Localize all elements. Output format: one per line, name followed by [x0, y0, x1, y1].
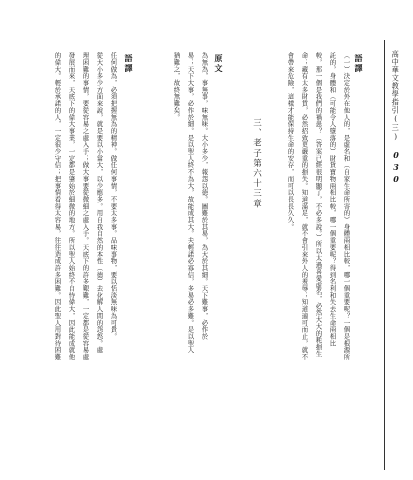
section-heading-translation-2: 語譯	[124, 54, 134, 74]
body-line: 託的，身體和（可能令人墮落的）財貨寶物兩相比較，哪一個重要呢？得到名利和失去生命兩相比	[328, 52, 337, 347]
body-line: 從大小多少方面來說，就是要以小當大，以少應多。用自我自然的本性（德）去化解人間的怨怒。處	[95, 52, 104, 354]
page-number: 030	[391, 150, 401, 186]
body-line: 易；天下大事，必作於細。是以聖人終不為大，故能成其大。夫輕諾必寡信，多易必多難。是以聖人	[186, 52, 195, 354]
section-heading-translation-1: 語譯	[354, 54, 364, 74]
body-line: 理困難的事情，要從容易之處入手；做大事要從微細之處入手。天底下的許多艱難，一定都是從容易處	[81, 52, 90, 361]
header-divider	[384, 40, 385, 470]
section-heading-original: 原文	[214, 54, 224, 74]
body-line: 為無為，事無事，味無味。大小多少，報怨以德。圖難於其易，為大於其細。天下難事，必作於	[200, 52, 209, 340]
body-line: 命；藏有太多財貨，必然招致更嚴重的損失。知道滿足，就不會引來外人的羞辱；知道適可而止，就不	[300, 52, 309, 361]
body-line: 會帶來危險，這樣才能保持生命的安存，而可以長長久久。	[286, 52, 295, 231]
book-title: 高中華文教學指引(三)	[391, 50, 401, 142]
body-line: 的偉大。輕於承諾的人，一定很少守信；把事情看得太容易，往往造成許多困難。因此聖人用對待困難	[53, 52, 62, 361]
body-line: 猶難之，故終無難矣。	[172, 52, 181, 121]
body-line: 任何做為，必須把握無為的精神。做任何事情，不要太多事。品味事物，要以恬淡無味為可貴。	[109, 52, 118, 340]
body-line: 發展而來，天底下的偉大事業，一定都是肇始於細微的地方。所以聖人始終不自恃偉大，因此能成就他	[67, 52, 76, 361]
body-line: （一）決定於外在他人的，是虛名和（自家生命所寄的）身體兩相比較，哪一個重要呢？一個是根源所	[342, 52, 351, 361]
body-line: 較，那一個是我們的禍患？（答案已經很明顯了，不必多說。）所以太過喜愛虛名，必然大大的耗損生	[314, 52, 323, 358]
chapter-title: 三、老子第六十三章	[251, 118, 262, 209]
